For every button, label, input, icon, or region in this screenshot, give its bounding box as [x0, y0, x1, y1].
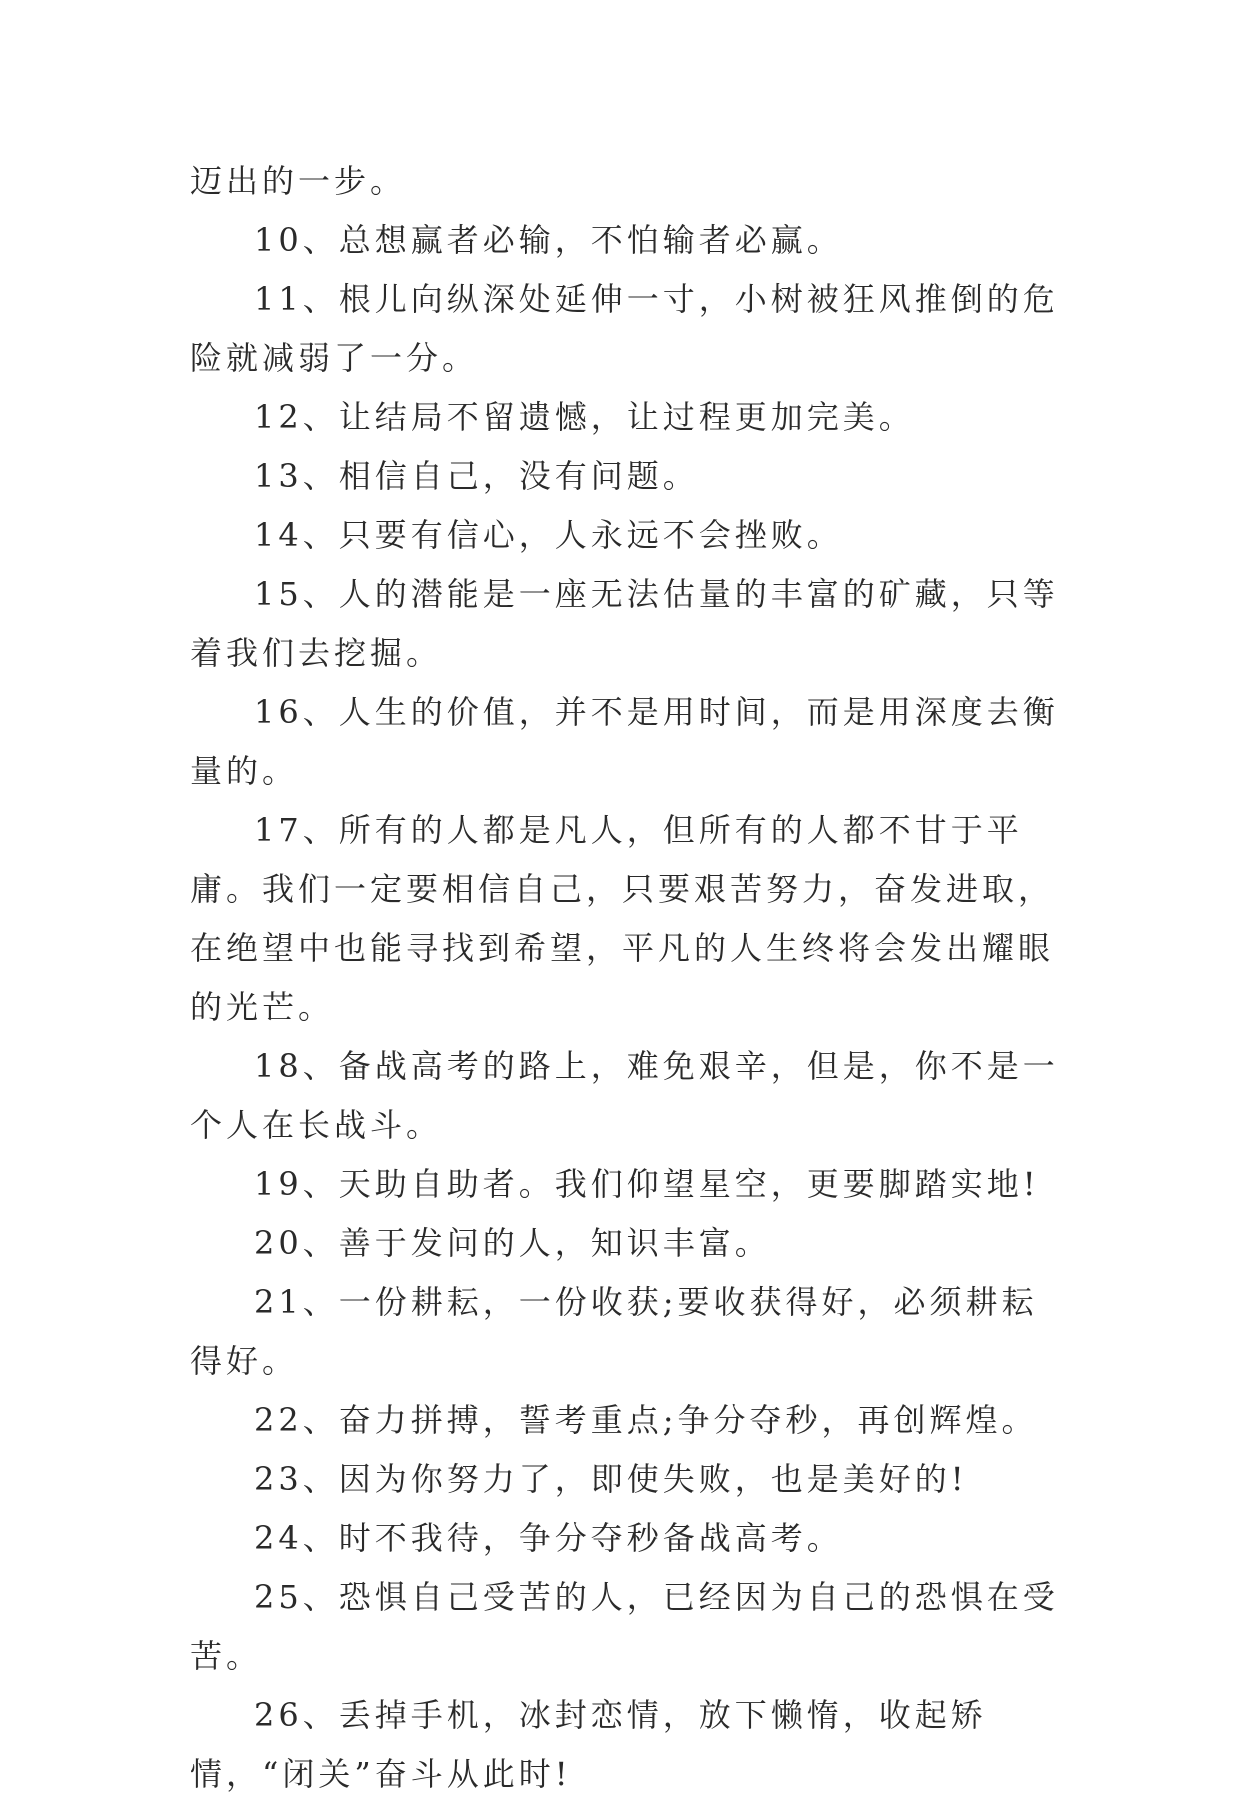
paragraph-item-20: 20、善于发问的人，知识丰富。 [254, 1224, 771, 1262]
paragraph-item-26: 26、丢掉手机，冰封恋情，放下懒惰，收起矫情，“闭关”奋斗从此时! [190, 1696, 987, 1793]
paragraph-continuation: 迈出的一步。 [190, 162, 407, 200]
paragraph-item-15: 15、人的潜能是一座无法估量的丰富的矿藏，只等着我们去挖掘。 [190, 575, 1059, 672]
paragraph-item-25: 25、恐惧自己受苦的人，已经因为自己的恐惧在受苦。 [190, 1578, 1059, 1675]
paragraph-item-22: 22、奋力拼搏，誓考重点;争分夺秒，再创辉煌。 [254, 1401, 1038, 1439]
paragraph-item-24: 24、时不我待，争分夺秒备战高考。 [254, 1519, 843, 1557]
paragraph-item-17: 17、所有的人都是凡人，但所有的人都不甘于平庸。我们一定要相信自己，只要艰苦努力，奋发进取，在绝望中也能寻找到希望，平凡的人生终将会发出耀眼的光芒。 [190, 811, 1055, 1026]
paragraph-item-16: 16、人生的价值，并不是用时间，而是用深度去衡量的。 [190, 693, 1059, 790]
paragraph-item-12: 12、让结局不留遗憾，让过程更加完美。 [254, 398, 915, 436]
paragraph-item-11: 11、根儿向纵深处延伸一寸，小树被狂风推倒的危险就减弱了一分。 [190, 280, 1059, 377]
paragraph-item-21: 21、一份耕耘，一份收获;要收获得好，必须耕耘得好。 [190, 1283, 1038, 1380]
paragraph-item-14: 14、只要有信心，人永远不会挫败。 [254, 516, 843, 554]
document-body [190, 152, 1060, 1804]
paragraph-item-10: 10、总想赢者必输，不怕输者必赢。 [254, 221, 843, 259]
paragraph-item-13: 13、相信自己，没有问题。 [254, 457, 699, 495]
paragraph-item-23: 23、因为你努力了，即使失败，也是美好的! [254, 1460, 968, 1498]
paragraph-item-19: 19、天助自助者。我们仰望星空，更要脚踏实地! [254, 1165, 1040, 1203]
paragraph-item-18: 18、备战高考的路上，难免艰辛，但是，你不是一个人在长战斗。 [190, 1047, 1059, 1144]
